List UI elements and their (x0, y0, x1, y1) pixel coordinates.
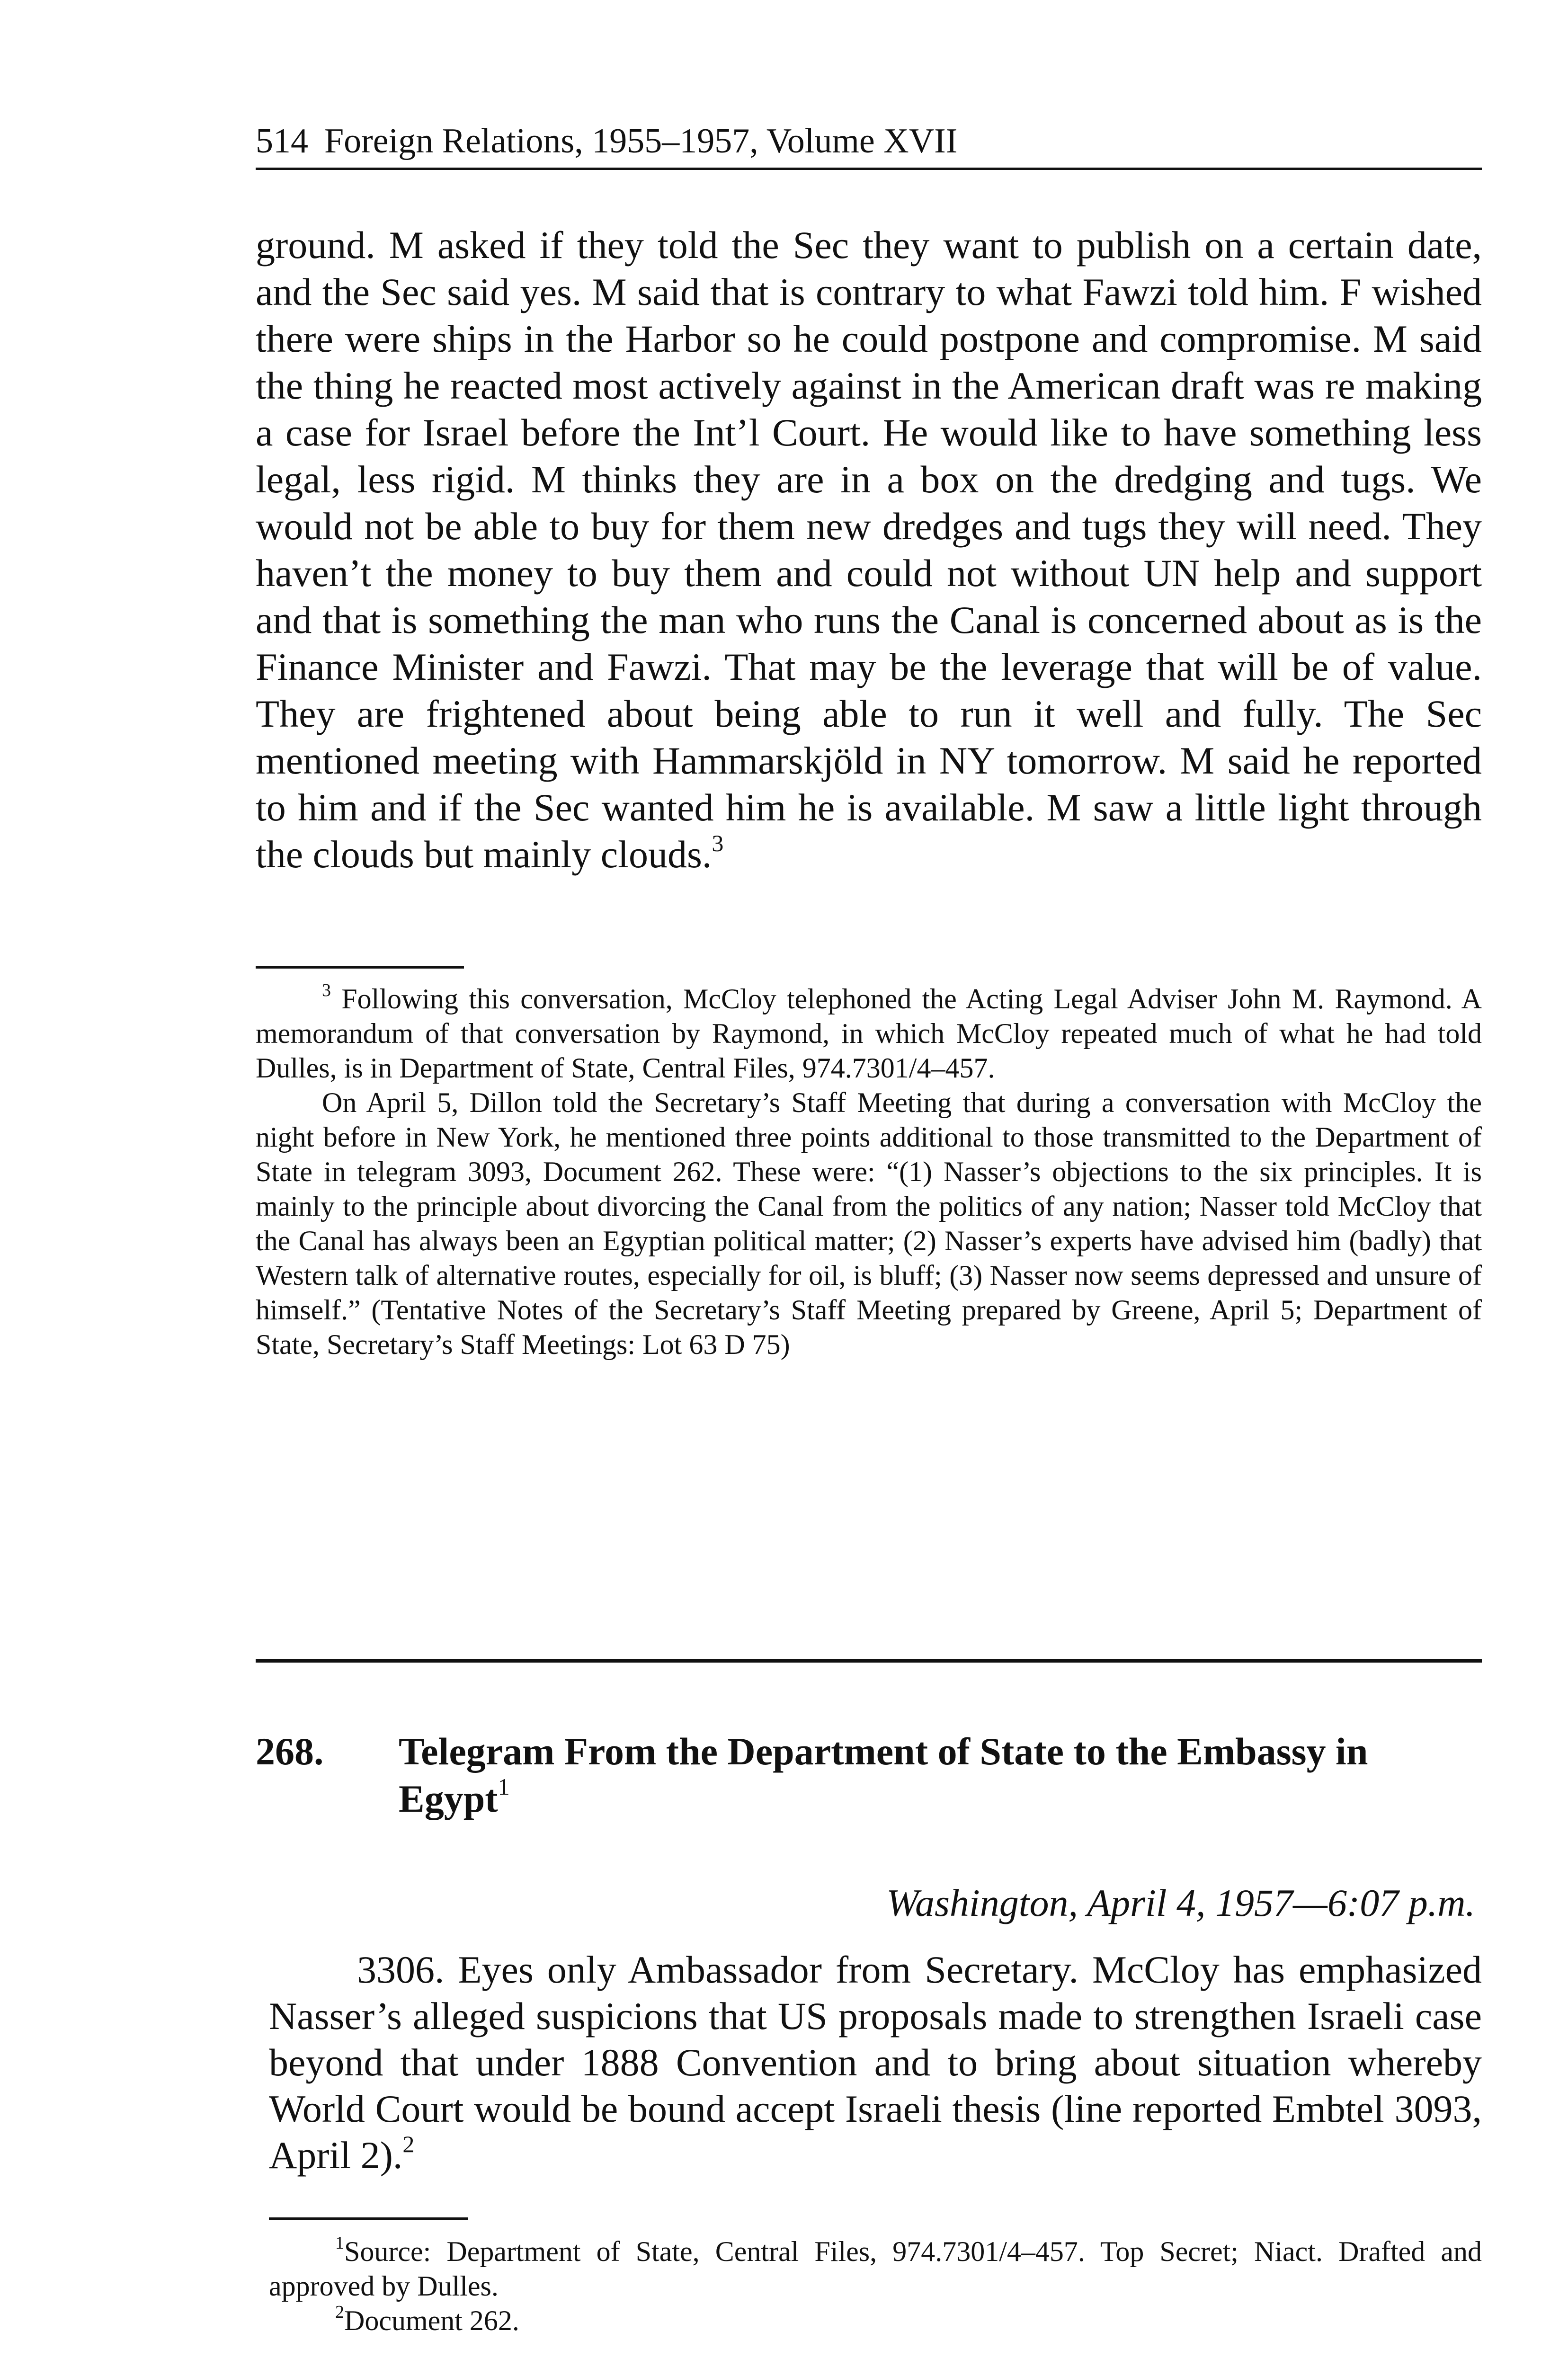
footnote-rule (256, 966, 464, 969)
dateline: Washington, April 4, 1957—6:07 p.m. (886, 1881, 1475, 1924)
section-divider (256, 1659, 1482, 1663)
title-footnote-ref: 1 (498, 1773, 510, 1800)
document-footnotes (269, 2234, 1482, 2338)
continuation-paragraph (256, 222, 1482, 878)
volume-title: Foreign Relations, 1955–1957, Volume XVII (324, 122, 958, 160)
header-rule (256, 168, 1482, 170)
footnote-1: $^1$Source: Department of State, Central Files, 974.7301/4–457. Top Secret; Niact. Drafted and approved by Dulles. (269, 2233, 1482, 2302)
footnote-3-paragraph-2: On April 5, Dillon told the Secretary’s Staff Meeting that during a conversation with McCloy the night before in New York, he mentioned three points additional to those transmitted to the Department of State in telegram 3093, Document 262. These were: “(1) Nasser’s objections to the six principles. It is mainly to the principle about divorcing the Canal from the politics of any nation; Nasser told McCloy that the Canal has always been an Egyptian political matter; (2) Nasser’s experts have advised him (badly) that Western talk of alternative routes, especially for oil, is bluff; (3) Nasser now seems depressed and unsure of himself.” (Tentative Notes of the Secretary’s Staff Meeting prepared by Greene, April 5; Department of State, Secretary’s Staff Meetings: Lot 63 D 75) (256, 1087, 1482, 1360)
telegram-body (269, 1947, 1482, 2179)
footnote-3 (256, 982, 1482, 1362)
body-footnote-ref: 2 (402, 2131, 415, 2157)
footnote-3-paragraph-1: $^3$ Following this conversation, McCloy telephoned the Acting Legal Adviser John M. Raymond. A memorandum of that conversation by Raymond, in which McCloy repeated much of what he had told Dulles, is in Department of State, Central Files, 974.7301/4–457. (256, 980, 1482, 1084)
footnote-3-marker: 3 (322, 980, 331, 1000)
running-head (256, 117, 1482, 165)
document-title: Telegram From the Department of State to the Embassy in Egypt$^1$ (399, 1730, 1368, 1820)
page-number: 514 (256, 122, 308, 160)
footnote-ref-3: 3 (712, 830, 724, 856)
continuation-text: ground. M asked if they told the Sec they want to publish on a certain date, and the Sec said yes. M said that is contrary to what Fawzi told him. F wished there were ships in the Harbor so he could postpone and compromise. M said the thing he reacted most actively against in the American draft was re making a case for Israel before the Int’l Court. He would like to have something less legal, less rigid. M thinks they are in a box on the dredging and tugs. We would not be able to buy for them new dredges and tugs they will need. They haven’t the money to buy them and could not without UN help and support and that is something the man who runs the Canal is concerned about as is the Finance Minister and Fawzi. That may be the leverage that will be of value. They are frightened about being able to run it well and fully. The Sec mentioned meeting with Hammarskjöld in NY tomorrow. M said he reported to him and if the Sec wanted him he is available. M saw a little light through the clouds but mainly clouds. (256, 223, 1482, 876)
document-number: 268. (256, 1730, 324, 1773)
telegram-text: 3306. Eyes only Ambassador from Secretary. McCloy has emphasized Nasser’s alleged suspicions that US proposals made to strengthen Israeli case beyond that under 1888 Convention and to bring about situation whereby World Court would be bound accept Israeli thesis (line reported Embtel 3093, April 2). (269, 1948, 1482, 2177)
footnote-rule-2 (269, 2217, 468, 2220)
footnote-2: $^2$Document 262. (335, 2302, 519, 2336)
